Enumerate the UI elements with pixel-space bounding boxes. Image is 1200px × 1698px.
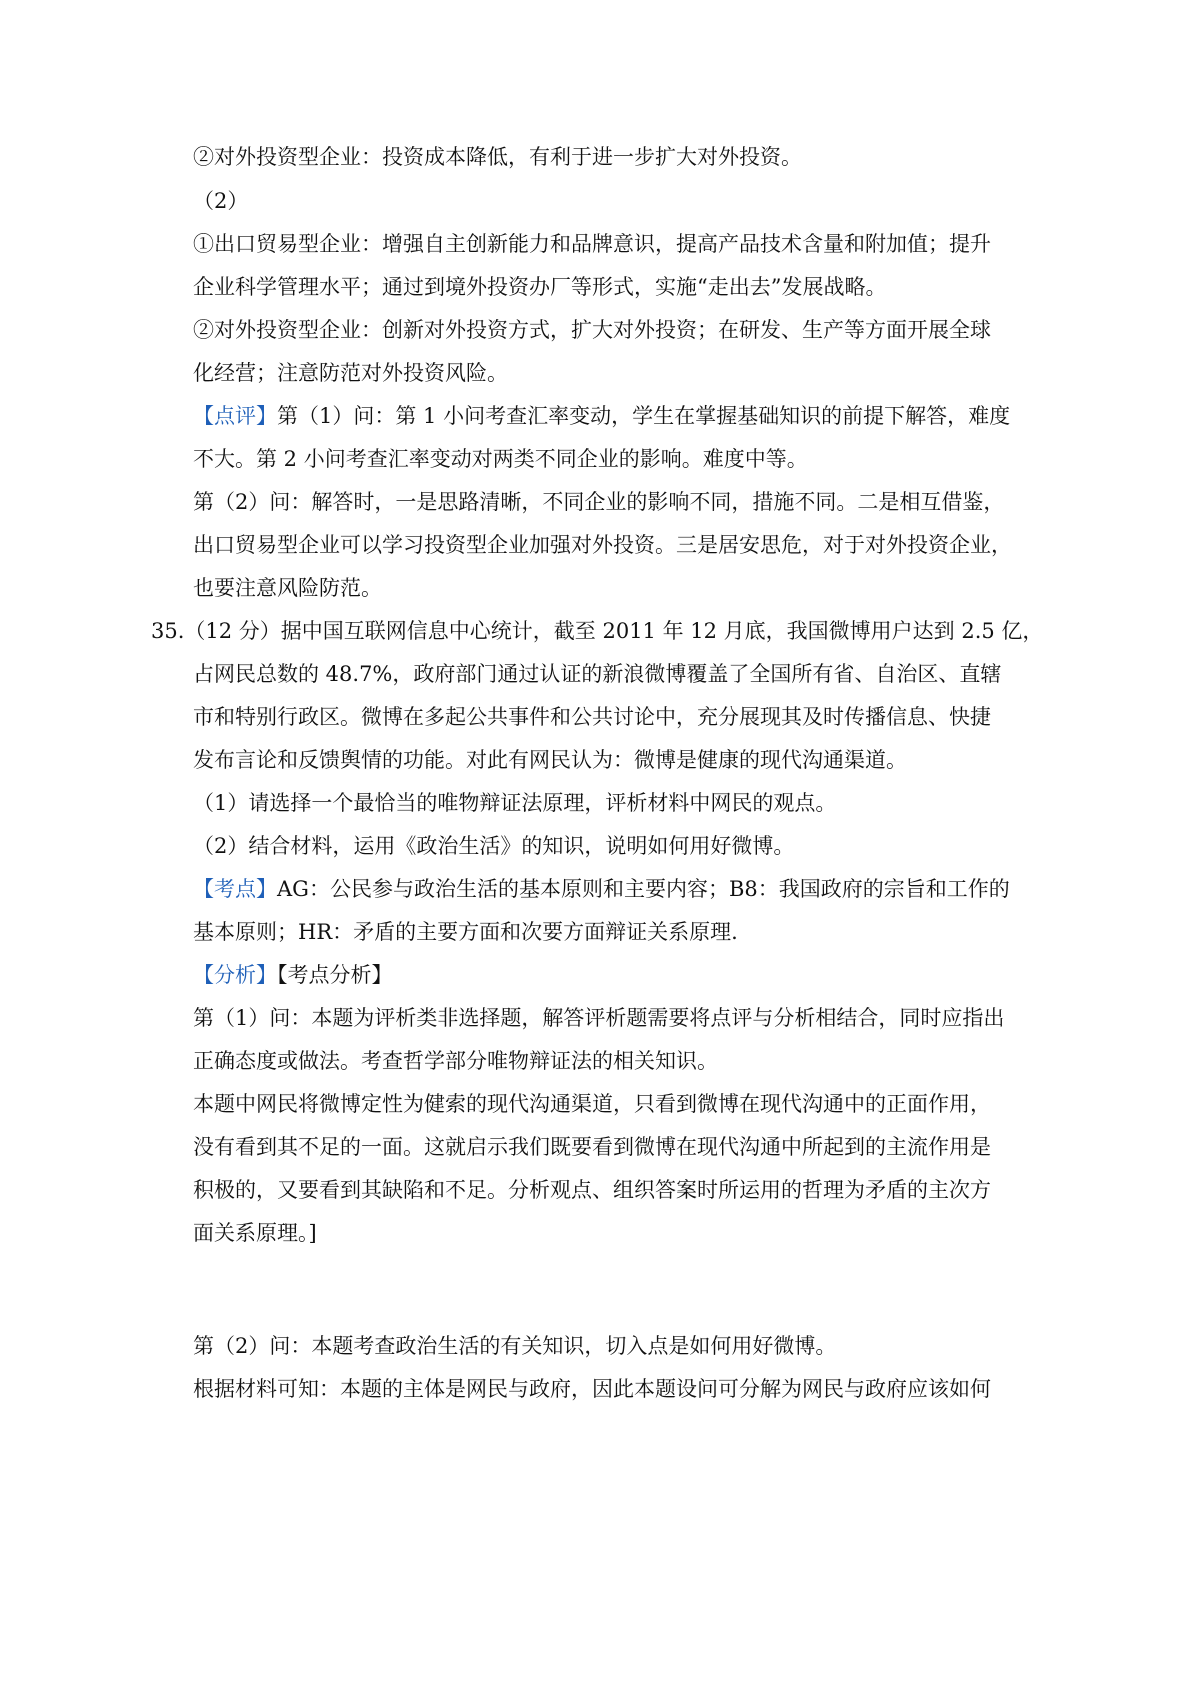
analysis-subtitle: 【考点分析】 (277, 963, 393, 987)
analysis-tag: 【分析】 (193, 963, 277, 987)
analysis-line: 面关系原理。] (193, 1221, 317, 1245)
answer-line: ②对外投资型企业：创新对外投资方式，扩大对外投资；在研发、生产等方面开展全球 (193, 318, 991, 342)
comment-line: 第（2）问：解答时，一是思路清晰，不同企业的影响不同，措施不同。二是相互借鉴， (193, 490, 1005, 514)
analysis-line (193, 960, 393, 990)
comment-line: 不大。第 2 小问考查汇率变动对两类不同企业的影响。难度中等。 (193, 447, 808, 471)
comment-line (193, 401, 1010, 431)
sub-question-2: （2）结合材料，运用《政治生活》的知识，说明如何用好微博。 (193, 834, 795, 858)
sub-question-1: （1）请选择一个最恰当的唯物辩证法原理，评析材料中网民的观点。 (193, 791, 837, 815)
question-line: 发布言论和反馈舆情的功能。对此有网民认为：微博是健康的现代沟通渠道。 (193, 748, 907, 772)
question-line: 35.（12 分）据中国互联网信息中心统计，截至 2011 年 12 月底，我国微博用户达到 2.5 亿， (151, 619, 1044, 643)
comment-line: 也要注意风险防范。 (193, 576, 382, 600)
question-line: 市和特别行政区。微博在多起公共事件和公共讨论中，充分展现其及时传播信息、快捷 (193, 705, 991, 729)
analysis-line: 根据材料可知：本题的主体是网民与政府，因此本题设问可分解为网民与政府应该如何 (193, 1377, 991, 1401)
comment-text: 第（1）问：第 1 小问考查汇率变动，学生在掌握基础知识的前提下解答，难度 (277, 404, 1011, 428)
comment-tag: 【点评】 (193, 404, 277, 428)
analysis-line: 第（1）问：本题为评析类非选择题，解答评析题需要将点评与分析相结合，同时应指出 (193, 1006, 1005, 1030)
answer-line: 企业科学管理水平；通过到境外投资办厂等形式，实施“走出去”发展战略。 (193, 275, 887, 299)
analysis-line: 积极的，又要看到其缺陷和不足。分析观点、组织答案时所运用的哲理为矛盾的主次方 (193, 1178, 991, 1202)
analysis-line: 没有看到其不足的一面。这就启示我们既要看到微博在现代沟通中所起到的主流作用是 (193, 1135, 991, 1159)
answer-line: ①出口贸易型企业：增强自主创新能力和品牌意识，提高产品技术含量和附加值；提升 (193, 232, 991, 256)
question-line: 占网民总数的 48.7%，政府部门通过认证的新浪微博覆盖了全国所有省、自治区、直辖 (193, 662, 1002, 686)
answer-line: 化经营；注意防范对外投资风险。 (193, 361, 508, 385)
kaodian-tag: 【考点】 (193, 877, 277, 901)
analysis-line: 第（2）问：本题考查政治生活的有关知识，切入点是如何用好微博。 (193, 1334, 837, 1358)
comment-line: 出口贸易型企业可以学习投资型企业加强对外投资。三是居安思危，对于对外投资企业， (193, 533, 1012, 557)
analysis-line: 正确态度或做法。考查哲学部分唯物辩证法的相关知识。 (193, 1049, 718, 1073)
kaodian-text: AG：公民参与政治生活的基本原则和主要内容；B8：我国政府的宗旨和工作的 (277, 877, 1010, 901)
answer-line: （2） (193, 189, 249, 213)
kaodian-line: 基本原则；HR：矛盾的主要方面和次要方面辩证关系原理. (193, 920, 738, 944)
kaodian-line (193, 874, 1010, 904)
analysis-line: 本题中网民将微博定性为健索的现代沟通渠道，只看到微博在现代沟通中的正面作用， (193, 1092, 991, 1116)
answer-line: ②对外投资型企业：投资成本降低，有利于进一步扩大对外投资。 (193, 145, 802, 169)
